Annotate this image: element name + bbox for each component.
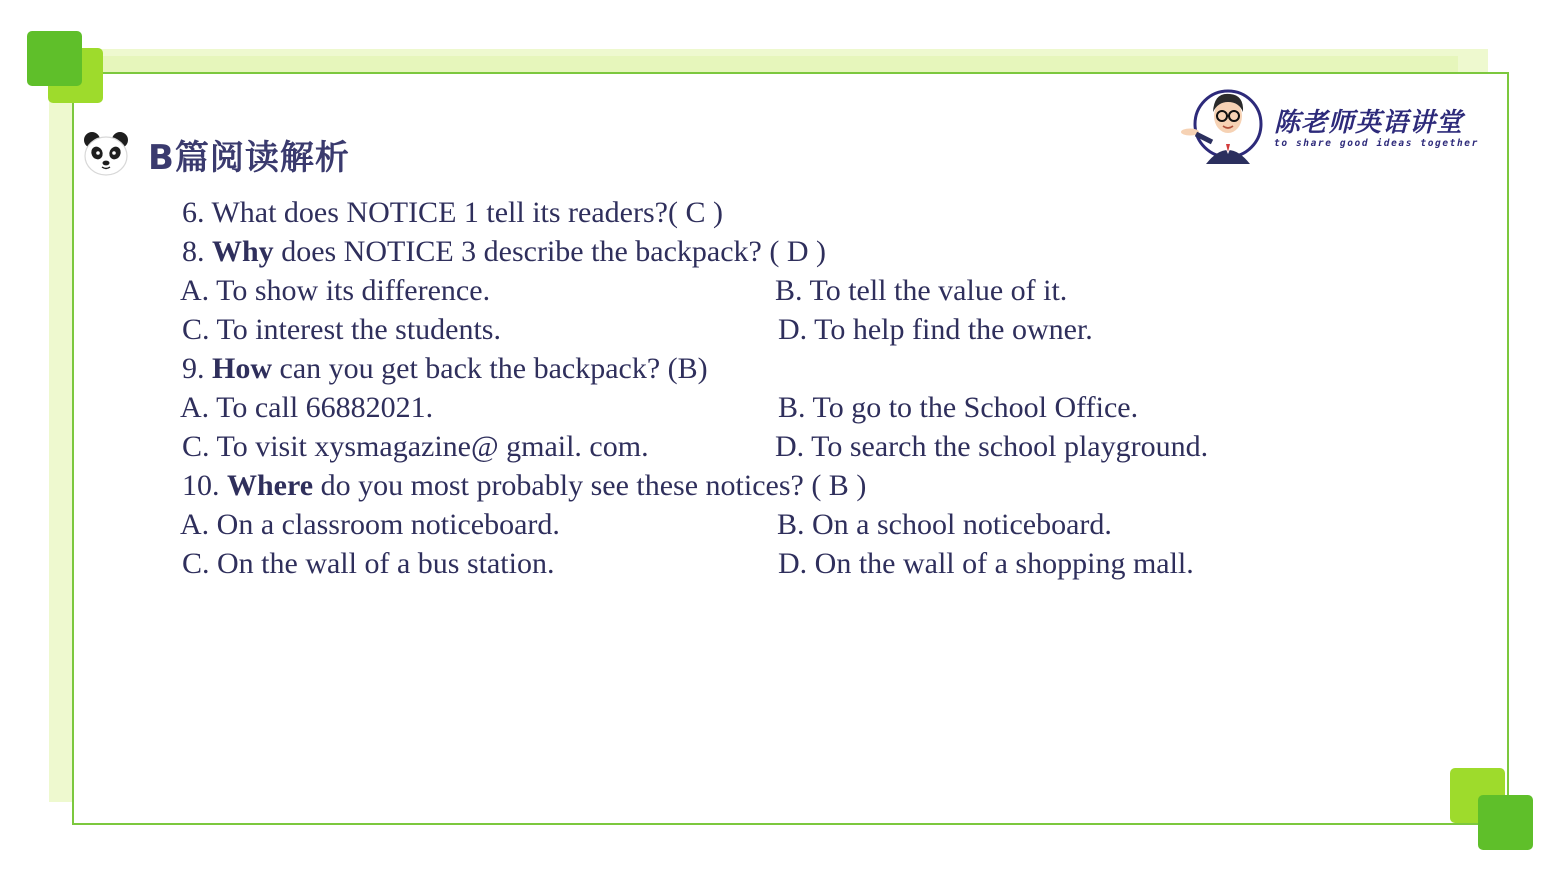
question-10-option-d: D. On the wall of a shopping mall.: [778, 547, 1194, 580]
question-9-option-c: C. To visit xysmagazine@ gmail. com.: [182, 430, 649, 463]
question-8-option-a: A. To show its difference.: [180, 274, 491, 307]
question-9-option-d: D. To search the school playground.: [775, 430, 1209, 463]
question-number: 9.: [182, 352, 212, 385]
question-keyword: Why: [212, 235, 274, 268]
logo-title: 陈老师英语讲堂: [1274, 108, 1464, 138]
question-8-option-b: B. To tell the value of it.: [775, 274, 1068, 307]
page-title: B篇阅读解析: [148, 137, 350, 178]
question-6: 6. What does NOTICE 1 tell its readers?( C ): [182, 196, 723, 229]
question-10: [182, 469, 866, 503]
question-8-option-d: D. To help find the owner.: [778, 313, 1093, 346]
question-10-option-a: A. On a classroom noticeboard.: [180, 508, 560, 541]
question-8: [182, 235, 826, 269]
question-9: [182, 352, 708, 386]
question-9-option-b: B. To go to the School Office.: [778, 391, 1139, 424]
question-keyword: Where: [227, 469, 314, 502]
logo-subtitle: to share good ideas together: [1274, 138, 1479, 149]
question-text: can you get back the backpack? (B): [272, 352, 708, 385]
question-9-option-a: A. To call 66882021.: [180, 391, 434, 424]
question-8-option-c: C. To interest the students.: [182, 313, 501, 346]
question-text: does NOTICE 3 describe the backpack? ( D ): [273, 235, 826, 268]
question-10-option-b: B. On a school noticeboard.: [777, 508, 1112, 541]
question-keyword: How: [212, 352, 272, 385]
question-number: 8.: [182, 235, 212, 268]
question-10-option-c: C. On the wall of a bus station.: [182, 547, 555, 580]
question-number: 10.: [182, 469, 227, 502]
question-text: do you most probably see these notices? ( B ): [313, 469, 867, 502]
